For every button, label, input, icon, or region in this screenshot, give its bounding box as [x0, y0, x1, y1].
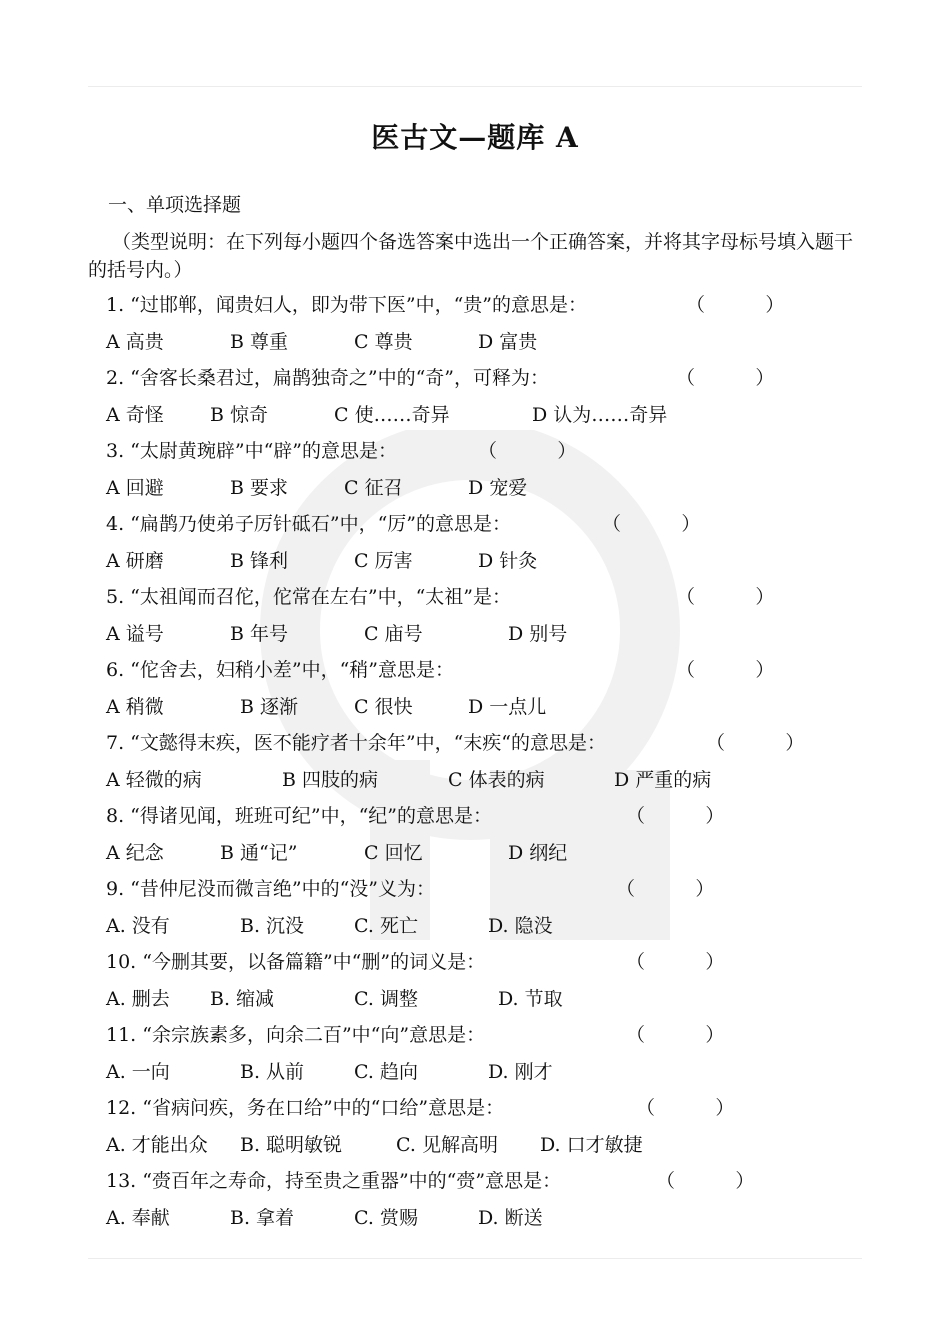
option-row [106, 1057, 806, 1083]
question-text: 11. “余宗族素多，向余二百”中“向”意思是： [106, 1024, 486, 1046]
answer-blank: （ ） [626, 1024, 725, 1046]
option-row [106, 984, 806, 1010]
option-b: B 尊重 [230, 331, 289, 353]
bottom-divider [88, 1258, 862, 1259]
watermark-logo-icon [190, 430, 750, 950]
option-b: B 年号 [230, 623, 289, 645]
question-stem [106, 801, 725, 828]
option-d: D 富贵 [478, 331, 538, 353]
section-heading: 一、单项选择题 [108, 194, 242, 216]
option-b: B. 缩减 [210, 988, 275, 1010]
top-divider [88, 86, 862, 87]
answer-blank: （ ） [676, 367, 775, 389]
option-c: C 尊贵 [354, 331, 413, 353]
option-b: B. 沉没 [240, 915, 305, 937]
question-stem [106, 1166, 755, 1193]
option-d: D. 隐没 [488, 915, 553, 937]
question-stem [106, 290, 785, 317]
option-d: D 一点儿 [468, 696, 547, 718]
question-text: 6. “佗舍去，妇稍小差”中，“稍”意思是： [106, 659, 455, 681]
option-d: D 针灸 [478, 550, 538, 572]
question-stem [106, 947, 725, 974]
option-a: A 轻微的病 [106, 769, 202, 791]
option-b: B 通“记” [220, 842, 298, 864]
option-a: A 回避 [106, 477, 164, 499]
option-b: B. 聪明敏锐 [240, 1134, 343, 1156]
question-text: 1. “过邯郸，闻贵妇人，即为带下医”中，“贵”的意思是： [106, 294, 588, 316]
question-stem [106, 655, 775, 682]
option-c: C 回忆 [364, 842, 423, 864]
option-row [106, 838, 806, 864]
question-stem [106, 436, 577, 463]
option-row [106, 546, 806, 572]
option-d: D 别号 [508, 623, 568, 645]
option-c: C 征召 [344, 477, 403, 499]
option-b: B 锋利 [230, 550, 289, 572]
option-c: C 庙号 [364, 623, 423, 645]
answer-blank: （ ） [616, 878, 715, 900]
instruction-text [88, 228, 864, 284]
option-row [106, 911, 806, 937]
option-c: C 使……奇异 [334, 404, 450, 426]
option-a: A. 删去 [106, 988, 170, 1010]
answer-blank: （ ） [626, 805, 725, 827]
option-b: B 逐渐 [240, 696, 299, 718]
option-d: D. 节取 [498, 988, 563, 1010]
question-text: 12. “省病问疾，务在口给”中的“口给”意思是： [106, 1097, 505, 1119]
question-text: 9. “昔仲尼没而微言绝”中的“没”义为： [106, 878, 436, 900]
question-stem [106, 728, 805, 755]
option-row [106, 765, 806, 791]
answer-blank: （ ） [478, 440, 577, 462]
option-a: A 纪念 [106, 842, 164, 864]
question-text: 13. “赍百年之寿命，持至贵之重器”中的“赍”意思是： [106, 1170, 562, 1192]
question-text: 2. “舍客长桑君过，扁鹊独奇之”中的“奇”，可释为： [106, 367, 550, 389]
question-text: 7. “文懿得末疾，医不能疗者十余年”中，“末疾“的意思是： [106, 732, 607, 754]
option-c: C. 见解高明 [396, 1134, 498, 1156]
option-d: D. 口才敏捷 [540, 1134, 643, 1156]
option-b: B. 拿着 [230, 1207, 295, 1229]
option-row [106, 1203, 806, 1229]
question-text: 8. “得诸见闻，班班可纪”中，“纪”的意思是： [106, 805, 493, 827]
option-c: C 很快 [354, 696, 413, 718]
option-c: C 厉害 [354, 550, 413, 572]
option-b: B 惊奇 [210, 404, 269, 426]
option-c: C. 趋向 [354, 1061, 418, 1083]
question-text: 4. “扁鹊乃使弟子厉针砥石”中，“厉”的意思是： [106, 513, 512, 535]
option-row [106, 1130, 806, 1156]
option-d: D. 断送 [478, 1207, 543, 1229]
question-text: 3. “太尉黄琬辟”中“辟”的意思是： [106, 440, 398, 462]
option-row [106, 692, 806, 718]
option-a: A. 没有 [106, 915, 170, 937]
answer-blank: （ ） [656, 1170, 755, 1192]
question-stem [106, 874, 715, 901]
option-a: A. 奉献 [106, 1207, 170, 1229]
answer-blank: （ ） [626, 951, 725, 973]
answer-blank: （ ） [706, 732, 805, 754]
option-c: C 体表的病 [448, 769, 545, 791]
option-b: B 四肢的病 [282, 769, 379, 791]
option-d: D 宠爱 [468, 477, 528, 499]
question-text: 5. “太祖闻而召佗，佗常在左右”中，“太祖”是： [106, 586, 512, 608]
option-c: C. 死亡 [354, 915, 418, 937]
option-d: D 严重的病 [614, 769, 712, 791]
answer-blank: （ ） [602, 513, 701, 535]
option-a: A 高贵 [106, 331, 164, 353]
question-text: 10. “今删其要，以备篇籍”中“删”的词义是： [106, 951, 486, 973]
instruction-body: （类型说明：在下列每小题四个备选答案中选出一个正确答案，并将其字母标号填入题干的括号内。） [88, 231, 854, 281]
option-a: A. 才能出众 [106, 1134, 208, 1156]
question-stem [106, 1093, 735, 1120]
option-a: A 稍微 [106, 696, 164, 718]
page-title: 医古文—题库 A [371, 121, 579, 154]
option-d: D 纲纪 [508, 842, 568, 864]
answer-blank: （ ） [636, 1097, 735, 1119]
question-stem [106, 1020, 725, 1047]
answer-blank: （ ） [676, 659, 775, 681]
option-c: C. 调整 [354, 988, 418, 1010]
option-row [106, 473, 806, 499]
option-c: C. 赏赐 [354, 1207, 418, 1229]
answer-blank: （ ） [686, 294, 785, 316]
option-row [106, 327, 806, 353]
option-a: A 谥号 [106, 623, 164, 645]
question-stem [106, 363, 775, 390]
option-b: B 要求 [230, 477, 289, 499]
option-a: A 研磨 [106, 550, 164, 572]
answer-blank: （ ） [676, 586, 775, 608]
question-stem [106, 582, 775, 609]
option-a: A. 一向 [106, 1061, 170, 1083]
option-row [106, 619, 806, 645]
option-d: D. 刚才 [488, 1061, 553, 1083]
question-stem [106, 509, 701, 536]
option-b: B. 从前 [240, 1061, 305, 1083]
option-row [106, 400, 806, 426]
option-d: D 认为……奇异 [532, 404, 668, 426]
option-a: A 奇怪 [106, 404, 164, 426]
